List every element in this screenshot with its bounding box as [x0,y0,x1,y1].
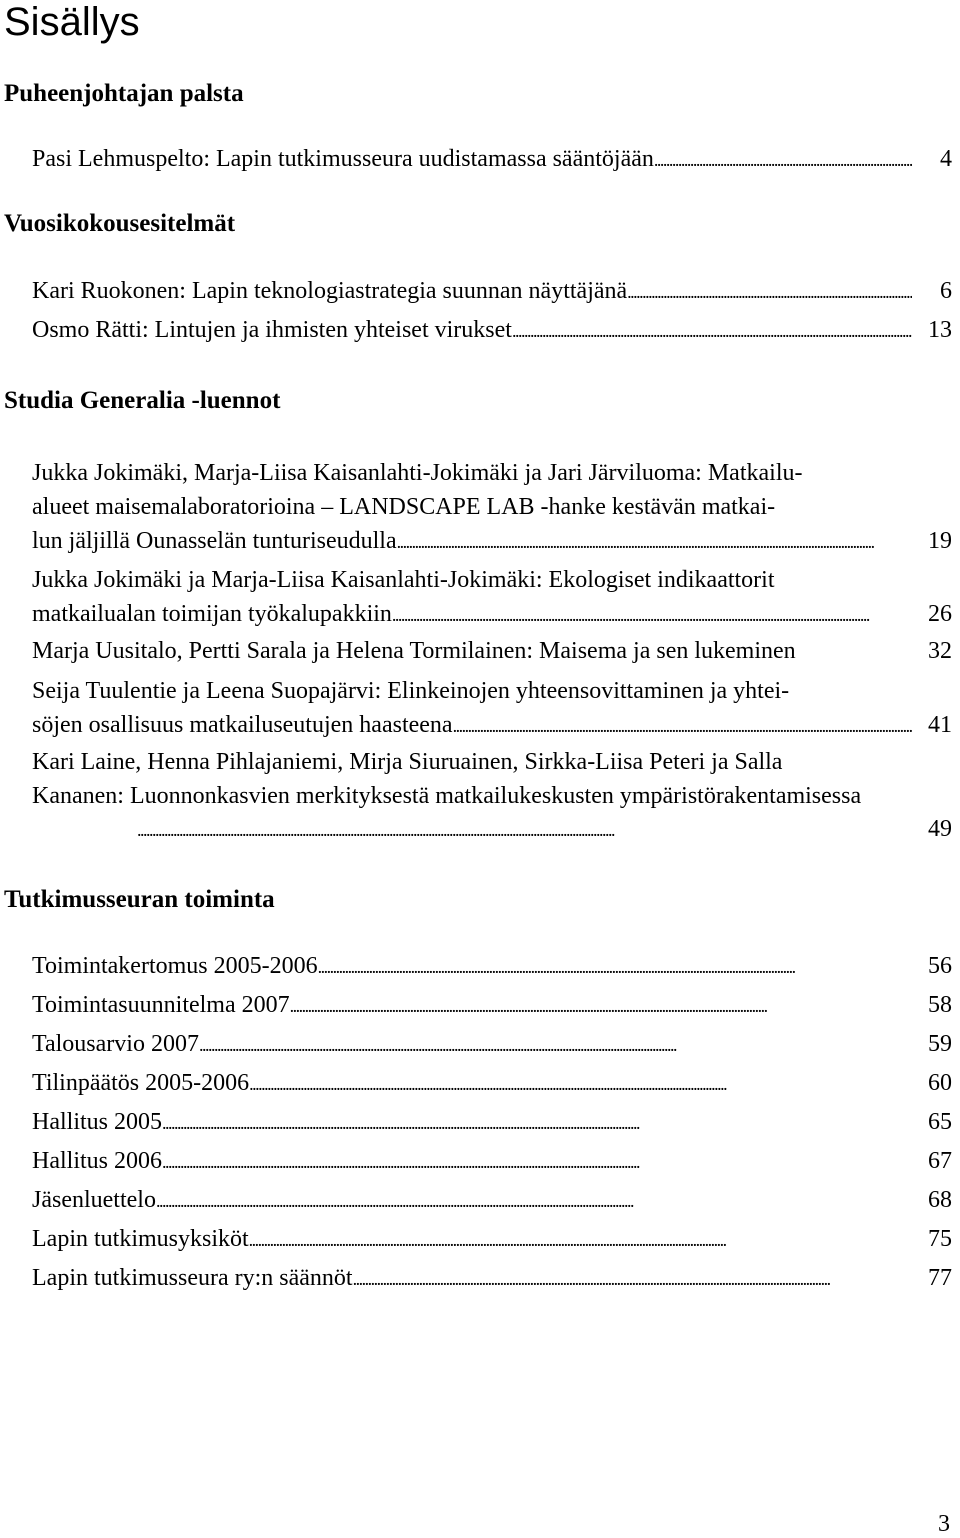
toc-entry-title: Osmo Rätti: Lintujen ja ihmisten yhteiset virukset [32,317,512,343]
toc-entry[interactable] [32,988,952,1022]
toc-page-number: 41 [928,712,952,738]
toc-page-number: 58 [928,992,952,1018]
toc-leader-dots [137,812,912,847]
toc-entry-title-line: Kari Laine, Henna Pihlajaniemi, Mirja Siuruainen, Sirkka-Liisa Peteri ja Salla [32,749,783,775]
toc-page-number: 49 [928,816,952,842]
toc-leader-dots [162,1105,912,1140]
toc-entry-title: Hallitus 2006 [32,1148,162,1174]
toc-entry-title: Talousarvio 2007 [32,1031,199,1057]
toc-entry[interactable] [32,563,952,631]
toc-entry-title: Kari Ruokonen: Lapin teknologiastrategia suunnan näyttäjänä [32,278,628,304]
page-number: 3 [938,1511,950,1537]
toc-entry[interactable] [32,1027,952,1061]
toc-page-number: 19 [928,528,952,554]
toc-entry-title: Lapin tutkimusseura ry:n säännöt [32,1265,353,1291]
toc-entry-title-line: Jukka Jokimäki ja Marja-Liisa Kaisanlahti-Jokimäki: Ekologiset indikaattorit [32,567,775,593]
toc-entry[interactable] [32,1183,952,1217]
toc-leader-dots [512,313,912,348]
toc-entry-title-line: Jukka Jokimäki, Marja-Liisa Kaisanlahti-Jokimäki ja Jari Järviluoma: Matkailu- [32,460,803,486]
toc-entry[interactable] [32,634,952,668]
section-heading-vuosikokousesitelmat: Vuosikokousesitelmät [4,210,236,237]
toc-entry-title: Hallitus 2005 [32,1109,162,1135]
toc-entry-title: Pasi Lehmuspelto: Lapin tutkimusseura uudistamassa sääntöjään [32,146,654,172]
toc-entry[interactable] [32,949,952,983]
toc-leader-dots [162,1144,912,1179]
toc-page-number: 56 [928,953,952,979]
toc-entry[interactable] [32,142,952,176]
toc-entry[interactable] [32,456,952,558]
toc-entry-title: Toimintasuunnitelma 2007 [32,992,290,1018]
toc-leader-dots [627,274,912,309]
toc-leader-dots [353,1261,912,1296]
page-title: Sisällys [4,0,140,44]
toc-leader-dots [654,142,912,177]
section-heading-tutkimusseuran-toiminta: Tutkimusseuran toiminta [4,886,275,913]
section-heading-puheenjohtajan-palsta: Puheenjohtajan palsta [4,80,244,107]
toc-leader-dots [249,1066,912,1101]
toc-entry[interactable] [32,1144,952,1178]
toc-entry[interactable] [32,1261,952,1295]
section-heading-studia-generalia: Studia Generalia -luennot [4,387,281,414]
toc-leader-dots [156,1183,912,1218]
toc-entry-title-line: Seija Tuulentie ja Leena Suopajärvi: Elinkeinojen yhteensovittaminen ja yhtei- [32,678,790,704]
toc-entry-title-line: söjen osallisuus matkailuseutujen haasteena [32,712,453,738]
toc-entry-title-line: alueet maisemalaboratorioina – LANDSCAPE LAB -hanke kestävän matkai- [32,494,776,520]
toc-page-number: 75 [928,1226,952,1252]
toc-leader-dots [397,524,912,559]
toc-entry-title-line: lun jäljillä Ounasselän tunturiseudulla [32,528,397,554]
toc-leader-dots [392,597,912,632]
toc-entry-page [32,812,952,846]
toc-page-number: 77 [928,1265,952,1291]
toc-entry-title: Lapin tutkimusyksiköt [32,1226,249,1252]
toc-entry[interactable] [32,1105,952,1139]
toc-page-number: 68 [928,1187,952,1213]
toc-entry[interactable] [32,674,952,742]
toc-entry-title-line: Kananen: Luonnonkasvien merkityksestä matkailukeskusten ympäristörakentamisessa [32,783,862,809]
toc-entry[interactable] [32,1066,952,1100]
toc-page-number: 13 [928,317,952,343]
toc-leader-dots [199,1027,912,1062]
toc-page-number: 60 [928,1070,952,1096]
toc-page-number: 59 [928,1031,952,1057]
toc-leader-dots [318,949,912,984]
toc-entry-title: Marja Uusitalo, Pertti Sarala ja Helena Tormilainen: Maisema ja sen lukeminen [32,638,796,664]
toc-page-number: 4 [940,146,952,172]
toc-entry-title: Toimintakertomus 2005-2006 [32,953,318,979]
toc-page-number: 26 [928,601,952,627]
toc-page-number: 6 [940,278,952,304]
toc-entry-title: Jäsenluettelo [32,1187,156,1213]
toc-leader-dots [453,708,912,743]
toc-entry-title-line: matkailualan toimijan työkalupakkiin [32,601,392,627]
toc-page-number: 65 [928,1109,952,1135]
toc-page-number: 32 [928,638,952,664]
toc-leader-dots [290,988,912,1023]
toc-leader-dots [249,1222,912,1257]
toc-page-number: 67 [928,1148,952,1174]
toc-entry-title: Tilinpäätös 2005-2006 [32,1070,250,1096]
toc-entry[interactable] [32,274,952,308]
toc-entry[interactable] [32,313,952,347]
toc-entry[interactable] [32,1222,952,1256]
